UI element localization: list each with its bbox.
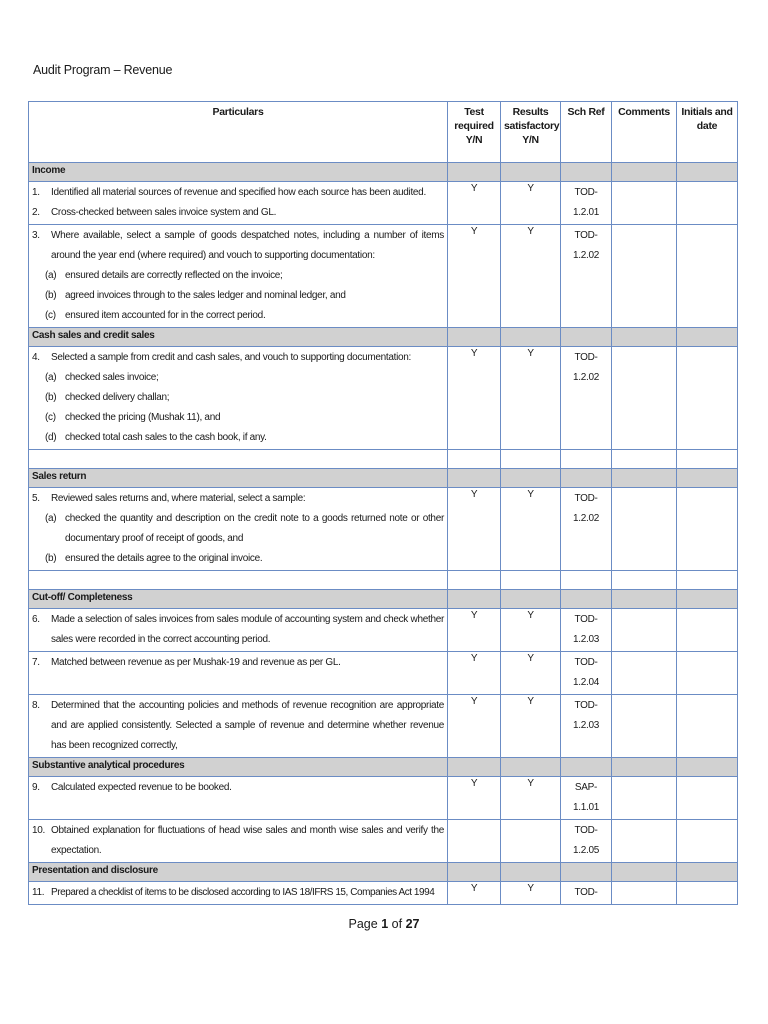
comments-cell (612, 652, 677, 695)
page-total: 27 (405, 917, 420, 931)
section-row-presentation (29, 863, 738, 882)
sub-item-text: ensured the details agree to the original invoice. (65, 553, 263, 564)
test-required-value: Y (448, 777, 501, 820)
results-value: Y (501, 488, 561, 571)
page-label: Page (348, 917, 378, 931)
section-title: Sales return (29, 469, 448, 488)
comments-cell (612, 488, 677, 571)
comments-cell (612, 609, 677, 652)
results-value: Y (501, 182, 561, 225)
initials-cell (677, 695, 738, 758)
header-initials-date: Initials and date (677, 102, 738, 163)
sch-ref-value: TOD- (561, 882, 612, 905)
initials-cell (677, 777, 738, 820)
list-item (32, 610, 444, 650)
comments-cell (612, 777, 677, 820)
test-required-value: Y (448, 695, 501, 758)
item-text: Calculated expected revenue to be booked. (51, 782, 232, 793)
results-value (501, 820, 561, 863)
item-text: Selected a sample from credit and cash sales, and vouch to supporting documentation: (51, 352, 412, 363)
table-row (29, 695, 738, 758)
sub-item-label: (b) (45, 553, 57, 564)
test-required-value: Y (448, 225, 501, 328)
table-row (29, 609, 738, 652)
header-row (29, 102, 738, 163)
comments-cell (612, 347, 677, 450)
item-number: 1. (32, 187, 40, 198)
sub-item-text: checked the quantity and description on the credit note to a goods returned note or other documentary proof of receipt of goods, and (65, 513, 444, 544)
section-row-income (29, 163, 738, 182)
item-text: Obtained explanation for fluctuations of head wise sales and month wise sales and verify the expectation. (51, 825, 444, 856)
blank-row (29, 450, 738, 469)
sub-item (32, 428, 444, 448)
test-required-value: Y (448, 882, 501, 905)
item-number: 7. (32, 657, 40, 668)
results-value: Y (501, 347, 561, 450)
item-number: 2. (32, 207, 40, 218)
table-row (29, 225, 738, 328)
sch-ref-value: TOD-1.2.02 (561, 347, 612, 450)
initials-cell (677, 182, 738, 225)
comments-cell (612, 820, 677, 863)
section-title: Income (29, 163, 448, 182)
comments-cell (612, 695, 677, 758)
sch-ref-value: TOD-1.2.02 (561, 488, 612, 571)
sub-item (32, 509, 444, 549)
sch-ref-value: TOD-1.2.04 (561, 652, 612, 695)
sub-item (32, 368, 444, 388)
list-item (32, 226, 444, 266)
list-item (32, 653, 444, 673)
initials-cell (677, 820, 738, 863)
sub-item-text: ensured details are correctly reflected on the invoice; (65, 270, 283, 281)
list-item (32, 778, 444, 798)
section-title: Presentation and disclosure (29, 863, 448, 882)
sch-ref-value: TOD-1.2.03 (561, 695, 612, 758)
sub-item (32, 549, 444, 569)
sub-item (32, 286, 444, 306)
test-required-value: Y (448, 652, 501, 695)
audit-program-table (28, 101, 738, 905)
sub-item-text: checked the pricing (Mushak 11), and (65, 412, 221, 423)
item-text: Where available, select a sample of goods despatched notes, including a number of items around the year end (where required) and vouch to supporting documentation: (51, 230, 444, 261)
table-row (29, 777, 738, 820)
sch-ref-value: TOD-1.2.03 (561, 609, 612, 652)
item-number: 10. (32, 825, 46, 836)
test-required-value: Y (448, 609, 501, 652)
item-number: 11. (32, 887, 45, 898)
sch-ref-value: TOD-1.2.01 (561, 182, 612, 225)
header-comments: Comments (612, 102, 677, 163)
list-item (32, 203, 444, 223)
item-number: 9. (32, 782, 40, 793)
sub-item-label: (b) (45, 290, 57, 301)
sub-item-label: (c) (45, 412, 56, 423)
table-row (29, 347, 738, 450)
list-item (32, 183, 444, 203)
results-value: Y (501, 695, 561, 758)
table-row (29, 488, 738, 571)
sub-item (32, 388, 444, 408)
sub-item-text: checked delivery challan; (65, 392, 170, 403)
sub-item-label: (a) (45, 513, 57, 524)
test-required-value (448, 820, 501, 863)
section-row-substantive (29, 758, 738, 777)
results-value: Y (501, 882, 561, 905)
page-number: 1 (381, 917, 389, 931)
page-of-label: of (391, 917, 403, 931)
comments-cell (612, 882, 677, 905)
table-row (29, 820, 738, 863)
section-row-cash-sales (29, 328, 738, 347)
page-footer (0, 917, 768, 931)
list-item (32, 821, 444, 861)
sub-item-label: (b) (45, 392, 57, 403)
sub-item-label: (d) (45, 432, 57, 443)
comments-cell (612, 182, 677, 225)
initials-cell (677, 882, 738, 905)
sub-item-text: checked sales invoice; (65, 372, 159, 383)
header-test-required: Test required Y/N (448, 102, 501, 163)
section-title: Cash sales and credit sales (29, 328, 448, 347)
test-required-value: Y (448, 182, 501, 225)
list-item (32, 883, 444, 903)
initials-cell (677, 225, 738, 328)
comments-cell (612, 225, 677, 328)
item-text: Reviewed sales returns and, where material, select a sample: (51, 493, 306, 504)
sub-item-text: checked total cash sales to the cash book, if any. (65, 432, 267, 443)
item-number: 5. (32, 493, 40, 504)
document-title: Audit Program – Revenue (33, 63, 173, 77)
header-results-satisfactory: Results satisfactory Y/N (501, 102, 561, 163)
section-row-cut-off (29, 590, 738, 609)
sch-ref-value: SAP-1.1.01 (561, 777, 612, 820)
results-value: Y (501, 225, 561, 328)
sub-item (32, 266, 444, 286)
item-number: 6. (32, 614, 40, 625)
results-value: Y (501, 609, 561, 652)
section-title: Cut-off/ Completeness (29, 590, 448, 609)
results-value: Y (501, 652, 561, 695)
list-item (32, 696, 444, 756)
list-item (32, 348, 444, 368)
header-particulars: Particulars (29, 102, 448, 163)
table-row (29, 182, 738, 225)
sub-item-text: agreed invoices through to the sales ledger and nominal ledger, and (65, 290, 346, 301)
sub-item-label: (a) (45, 372, 57, 383)
item-number: 8. (32, 700, 40, 711)
sub-item-label: (c) (45, 310, 56, 321)
test-required-value: Y (448, 488, 501, 571)
table-row (29, 652, 738, 695)
table-row (29, 882, 738, 905)
item-text: Prepared a checklist of items to be disclosed according to IAS 18/IFRS 15, Companies Act 1994 (51, 887, 435, 898)
sch-ref-value: TOD-1.2.02 (561, 225, 612, 328)
sub-item (32, 306, 444, 326)
sch-ref-value: TOD-1.2.05 (561, 820, 612, 863)
initials-cell (677, 488, 738, 571)
results-value: Y (501, 777, 561, 820)
item-text: Identified all material sources of revenue and specified how each source has been audited. (51, 187, 426, 198)
sub-item-label: (a) (45, 270, 57, 281)
item-text: Made a selection of sales invoices from sales module of accounting system and check whether sales were recorded in the correct accounting period. (51, 614, 444, 645)
initials-cell (677, 652, 738, 695)
list-item (32, 489, 444, 509)
section-row-sales-return (29, 469, 738, 488)
item-text: Matched between revenue as per Mushak-19 and revenue as per GL. (51, 657, 341, 668)
item-text: Determined that the accounting policies and methods of revenue recognition are appropriate and are applied consistently. Selected a sample of revenue and determine whether revenue has been recognized correctly, (51, 700, 444, 751)
section-title: Substantive analytical procedures (29, 758, 448, 777)
initials-cell (677, 609, 738, 652)
header-sch-ref: Sch Ref (561, 102, 612, 163)
item-text: Cross-checked between sales invoice system and GL. (51, 207, 277, 218)
sub-item-text: ensured item accounted for in the correct period. (65, 310, 266, 321)
initials-cell (677, 347, 738, 450)
item-number: 3. (32, 230, 40, 241)
test-required-value: Y (448, 347, 501, 450)
item-number: 4. (32, 352, 40, 363)
blank-row (29, 571, 738, 590)
sub-item (32, 408, 444, 428)
